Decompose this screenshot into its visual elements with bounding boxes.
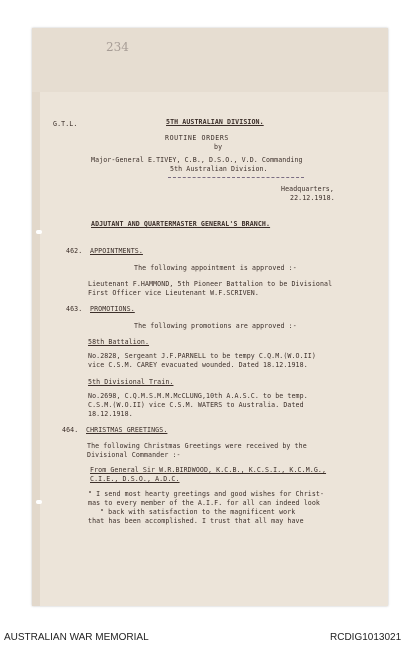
branch-heading: ADJUTANT AND QUARTERMASTER GENERAL'S BRANCH. — [91, 220, 271, 228]
orders-title: ROUTINE ORDERS — [165, 134, 229, 142]
page-top-band — [32, 28, 388, 92]
punch-hole — [36, 230, 42, 234]
commander-line-1: Major-General E.TIVEY, C.B., D.S.O., V.D. Commanding — [91, 156, 303, 164]
section-line: Lieutenant F.HAMMOND, 5th Pioneer Battalion to be Divisional — [88, 280, 333, 288]
commander-line-2: 5th Australian Division. — [170, 165, 268, 173]
punch-hole — [36, 500, 42, 504]
section-line: First Officer vice Lieutenant W.F.SCRIVEN. — [88, 289, 259, 297]
section-intro: The following appointment is approved :- — [134, 264, 297, 272]
division-title: 5TH AUSTRALIAN DIVISION. — [166, 118, 264, 126]
section-heading: APPOINTMENTS. — [90, 247, 143, 255]
section-intro: The following promotions are approved :- — [134, 322, 297, 330]
section-line: vice C.S.M. CAREY evacuated wounded. Dated 18.12.1918. — [88, 361, 308, 369]
quote-line: " back with satisfaction to the magnificent work — [100, 508, 296, 516]
section-heading: CHRISTMAS GREETINGS. — [86, 426, 168, 434]
header-rule — [168, 177, 304, 178]
section-intro: The following Christmas Greetings were received by the — [87, 442, 307, 450]
document-code: G.T.L. — [53, 120, 78, 128]
greeting-from-line: From General Sir W.R.BIRDWOOD, K.C.B., K.C.S.I., K.C.M.G., — [90, 466, 327, 474]
quote-line: mas to every member of the A.I.F. for all can indeed look — [88, 499, 320, 507]
subsection-heading: 5th Divisional Train. — [88, 378, 174, 386]
greeting-from-line: C.I.E., D.S.O., A.D.C. — [90, 475, 180, 483]
section-number: 462. — [66, 247, 83, 255]
section-heading: PROMOTIONS. — [90, 305, 135, 313]
section-number: 463. — [66, 305, 83, 313]
section-intro: Divisional Commander :- — [87, 451, 181, 459]
section-line: C.S.M.(W.O.II) vice C.S.M. WATERS to Australia. Dated — [88, 401, 304, 409]
date: 22.12.1918. — [290, 194, 335, 202]
subsection-heading: 58th Battalion. — [88, 338, 150, 346]
quote-line: " I send most hearty greetings and good wishes for Christ- — [88, 490, 325, 498]
page-number: 234 — [106, 40, 129, 54]
page-left-edge — [32, 92, 40, 606]
section-number: 464. — [62, 426, 79, 434]
by-line: by — [214, 143, 223, 151]
section-line: No.2828, Sergeant J.F.PARNELL to be tempy C.Q.M.(W.O.II) — [88, 352, 316, 360]
section-line: No.2698, C.Q.M.S.M.M.McCLUNG,10th A.A.S.C. to be temp. — [88, 392, 308, 400]
location: Headquarters, — [281, 185, 334, 193]
archive-credit: AUSTRALIAN WAR MEMORIAL — [4, 632, 149, 643]
section-line: 18.12.1918. — [88, 410, 133, 418]
record-id: RCDIG1013021 — [330, 632, 402, 643]
quote-line: that has been accomplished. I trust that all may have — [88, 517, 304, 525]
